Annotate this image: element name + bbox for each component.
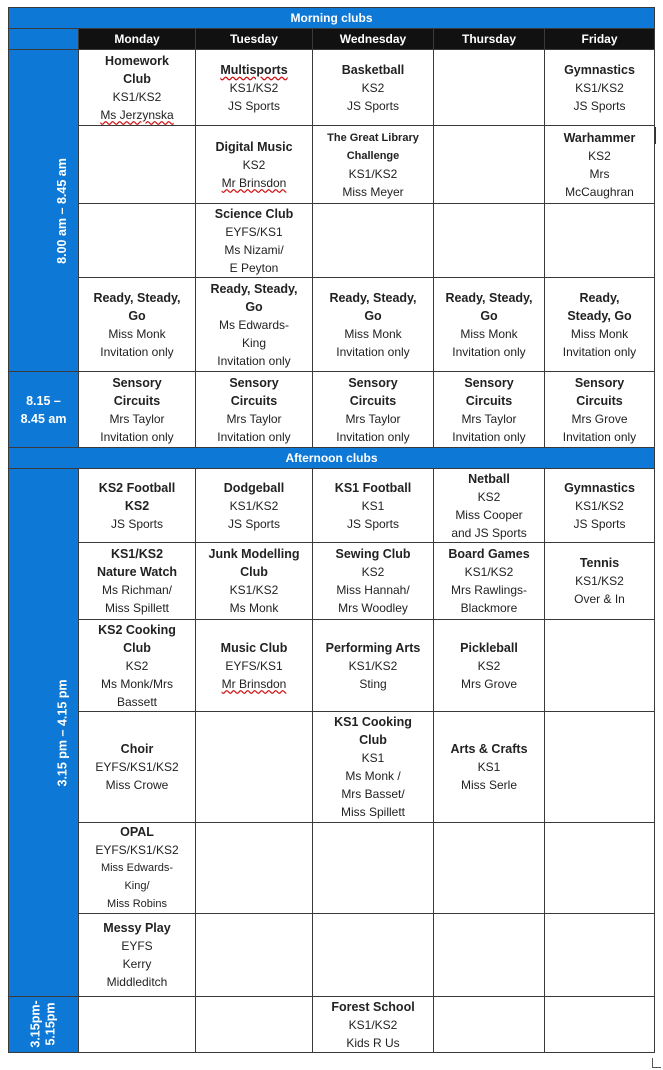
day-header-row — [9, 29, 655, 50]
afternoon-header-row — [9, 448, 655, 469]
club-gymnastics-afternoon: Gymnastics KS1/KS2 JS Sports — [545, 469, 655, 543]
club-board-games: Board Games KS1/KS2 Mrs Rawlings- Blackmore — [434, 543, 545, 620]
empty-cell — [434, 50, 545, 126]
club-forest-school: Forest School KS1/KS2 Kids R Us — [313, 997, 434, 1053]
morning-row-4 — [9, 278, 655, 372]
club-messy-play: Messy Play EYFS Kerry Middleditch — [79, 914, 196, 997]
club-homework: Homework Club KS1/KS2 Ms Jerzynska — [79, 50, 196, 126]
empty-cell — [313, 914, 434, 997]
club-warhammer: Warhammer KS2 Mrs McCaughran — [545, 126, 655, 204]
club-sensory-circuits-monday: Sensory Circuits Mrs Taylor Invitation only — [79, 372, 196, 448]
club-ks2-football: KS2 Football KS2 JS Sports — [79, 469, 196, 543]
empty-cell — [434, 204, 545, 278]
empty-cell — [545, 620, 655, 712]
day-monday: Monday — [79, 29, 196, 50]
text-cursor — [655, 127, 656, 144]
day-friday: Friday — [545, 29, 655, 50]
club-sensory-circuits-wednesday: Sensory Circuits Mrs Taylor Invitation only — [313, 372, 434, 448]
empty-cell — [545, 204, 655, 278]
morning-clubs-heading: Morning clubs — [9, 8, 655, 29]
club-pickleball: Pickleball KS2 Mrs Grove — [434, 620, 545, 712]
empty-cell — [434, 823, 545, 914]
club-choir: Choir EYFS/KS1/KS2 Miss Crowe — [79, 712, 196, 823]
empty-cell — [434, 914, 545, 997]
afternoon-row-4 — [9, 712, 655, 823]
page-corner-mark-bottom — [652, 1067, 661, 1068]
club-dodgeball: Dodgeball KS1/KS2 JS Sports — [196, 469, 313, 543]
club-sensory-circuits-tuesday: Sensory Circuits Mrs Taylor Invitation only — [196, 372, 313, 448]
club-sensory-circuits-thursday: Sensory Circuits Mrs Taylor Invitation only — [434, 372, 545, 448]
club-ready-steady-go-tuesday: Ready, Steady, Go Ms Edwards- King Invitation only — [196, 278, 313, 372]
club-ready-steady-go-wednesday: Ready, Steady, Go Miss Monk Invitation only — [313, 278, 434, 372]
afternoon-row-1 — [9, 469, 655, 543]
club-ready-steady-go-monday: Ready, Steady, Go Miss Monk Invitation only — [79, 278, 196, 372]
empty-cell — [196, 914, 313, 997]
afternoon-row-7 — [9, 997, 655, 1053]
afternoon-row-6 — [9, 914, 655, 997]
empty-cell — [79, 204, 196, 278]
club-multisports: Multisports KS1/KS2 JS Sports — [196, 50, 313, 126]
club-science: Science Club EYFS/KS1 Ms Nizami/ E Peyton — [196, 204, 313, 278]
empty-cell — [434, 997, 545, 1053]
empty-cell — [196, 823, 313, 914]
empty-cell — [545, 823, 655, 914]
club-sewing: Sewing Club KS2 Miss Hannah/ Mrs Woodley — [313, 543, 434, 620]
club-sensory-circuits-friday: Sensory Circuits Mrs Grove Invitation only — [545, 372, 655, 448]
time-afternoon-main: 3.15 pm – 4.15 pm — [9, 469, 79, 997]
club-digital-music: Digital Music KS2 Mr Brinsdon — [196, 126, 313, 204]
empty-cell — [545, 712, 655, 823]
club-junk-modelling: Junk Modelling Club KS1/KS2 Ms Monk — [196, 543, 313, 620]
club-tennis: Tennis KS1/KS2 Over & In — [545, 543, 655, 620]
club-music: Music Club EYFS/KS1 Mr Brinsdon — [196, 620, 313, 712]
empty-cell — [313, 204, 434, 278]
club-basketball: Basketball KS2 JS Sports — [313, 50, 434, 126]
afternoon-row-5 — [9, 823, 655, 914]
day-tuesday: Tuesday — [196, 29, 313, 50]
empty-cell — [545, 914, 655, 997]
clubs-timetable — [8, 7, 655, 1053]
morning-row-1 — [9, 50, 655, 126]
empty-cell — [79, 997, 196, 1053]
afternoon-clubs-heading: Afternoon clubs — [9, 448, 655, 469]
club-netball: Netball KS2 Miss Cooper and JS Sports — [434, 469, 545, 543]
club-great-library-challenge: The Great Library Challenge KS1/KS2 Miss Meyer — [313, 126, 434, 204]
day-wednesday: Wednesday — [313, 29, 434, 50]
afternoon-row-2 — [9, 543, 655, 620]
morning-header-row — [9, 8, 655, 29]
morning-row-2 — [9, 126, 655, 204]
day-thursday: Thursday — [434, 29, 545, 50]
empty-cell — [313, 823, 434, 914]
time-morning-short: 8.15 – 8.45 am — [9, 372, 79, 448]
empty-cell — [196, 997, 313, 1053]
club-arts-crafts: Arts & Crafts KS1 Miss Serle — [434, 712, 545, 823]
empty-cell — [196, 712, 313, 823]
empty-cell — [434, 126, 545, 204]
club-performing-arts: Performing Arts KS1/KS2 Sting — [313, 620, 434, 712]
morning-row-5 — [9, 372, 655, 448]
afternoon-row-3 — [9, 620, 655, 712]
club-opal: OPAL EYFS/KS1/KS2 Miss Edwards- King/ Miss Robins — [79, 823, 196, 914]
club-ks2-cooking: KS2 Cooking Club KS2 Ms Monk/Mrs Bassett — [79, 620, 196, 712]
club-ready-steady-go-friday: Ready, Steady, Go Miss Monk Invitation only — [545, 278, 655, 372]
club-nature-watch: KS1/KS2 Nature Watch Ms Richman/ Miss Spillett — [79, 543, 196, 620]
club-ks1-cooking: KS1 Cooking Club KS1 Ms Monk / Mrs Basset/ Miss Spillett — [313, 712, 434, 823]
empty-cell — [545, 997, 655, 1053]
time-afternoon-late: 3.15pm- 5.15pm — [9, 997, 79, 1053]
club-ready-steady-go-thursday: Ready, Steady, Go Miss Monk Invitation only — [434, 278, 545, 372]
morning-row-3 — [9, 204, 655, 278]
club-ks1-football: KS1 Football KS1 JS Sports — [313, 469, 434, 543]
empty-cell — [79, 126, 196, 204]
corner-cell — [9, 29, 79, 50]
time-morning-main: 8.00 am – 8.45 am — [9, 50, 79, 372]
club-gymnastics-morning: Gymnastics KS1/KS2 JS Sports — [545, 50, 655, 126]
